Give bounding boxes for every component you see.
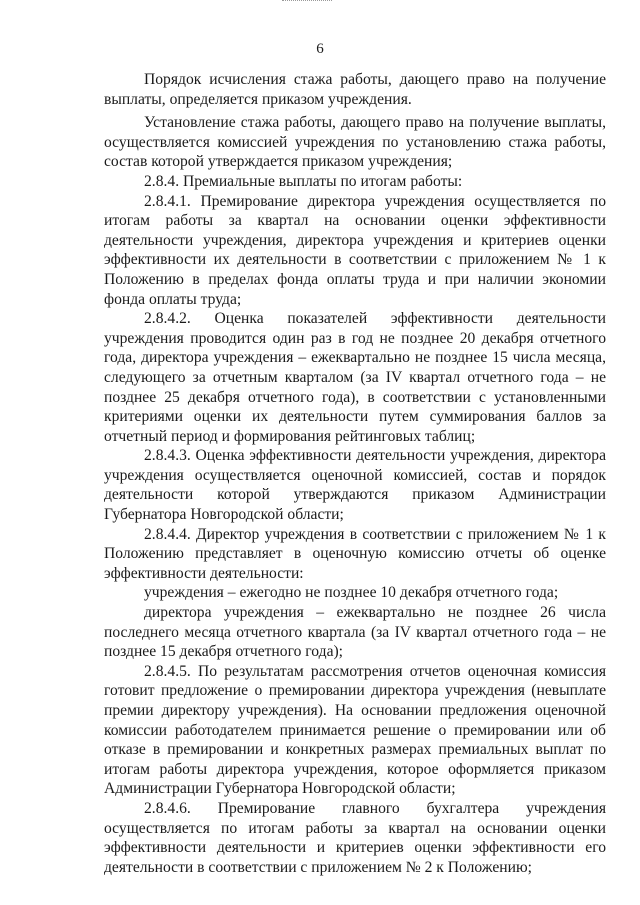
paragraph-2-8-4-6: 2.8.4.6. Премирование главного бухгалтера учреждения осуществляется по итогам работы за квартал на основании оценки эффективности деятельности и критериев оценки эффективности его деятельности в соответствии с приложением № 2 к Положению; <box>104 799 606 876</box>
paragraph-2-8-4-2: 2.8.4.2. Оценка показателей эффективности деятельности учреждения проводится один раз в год не позднее 20 декабря отчетного года, директора учреждения – ежеквартально не позднее 15 числа месяца, следующего за отчетным кварталом (за IV квартал отчетного года – не позднее 25 декабря отчетного года), в соответствии с установленными критериями оценки их деятельности путем суммирования баллов за отчетный период и формирования рейтинговых таблиц; <box>104 310 606 445</box>
page-number: 6 <box>316 41 324 57</box>
scan-artifact <box>282 0 332 5</box>
paragraph-2-8-4-1: 2.8.4.1. Премирование директора учреждения осуществляется по итогам работы за квартал на основании оценки эффективности деятельности учреждения, директора учреждения и критериев оценки эффективности их деятельности в соответствии с приложением № 1 к Положению в пределах фонда оплаты труда и при наличии экономии фонда оплаты труда; <box>104 192 606 308</box>
paragraph-2-8-4-3: 2.8.4.3. Оценка эффективности деятельности учреждения, директора учреждения осуществляется оценочной комиссией, состав и порядок деятельности которой утверждаются приказом Администрации Губернатора Новгородской области; <box>104 447 606 524</box>
list-item-director: директора учреждения – ежеквартально не позднее 26 числа последнего месяца отчетного квартала (за IV квартал отчетного года – не позднее 15 декабря отчетного года); <box>104 604 606 661</box>
paragraph-2-8-4: 2.8.4. Премиальные выплаты по итогам работы: <box>144 172 463 190</box>
paragraph-seniority-order: Порядок исчисления стажа работы, дающего право на получение выплаты, определяется приказом учреждения. <box>104 71 606 108</box>
list-item-institution: учреждения – ежегодно не позднее 10 декабря отчетного года; <box>144 584 559 602</box>
document-body <box>104 70 606 877</box>
paragraph-2-8-4-4: 2.8.4.4. Директор учреждения в соответствии с приложением № 1 к Положению представляет в оценочную комиссию отчеты об оценке эффективности деятельности: <box>104 525 606 582</box>
paragraph-2-8-4-5: 2.8.4.5. По результатам рассмотрения отчетов оценочная комиссия готовит предложение о премировании директора учреждения (невыплате премии директору учреждения). На основании предложения оценочной комиссии работодателем принимается решение о премировании или об отказе в премировании и конкретных размерах премиальных выплат по итогам работы директора учреждения, которое оформляется приказом Администрации Губернатора Новгородской области; <box>104 662 606 798</box>
paragraph-seniority-commission: Установление стажа работы, дающего право на получение выплаты, осуществляется комиссией учреждения по установлению стажа работы, состав которой утверждается приказом учреждения; <box>104 114 606 171</box>
